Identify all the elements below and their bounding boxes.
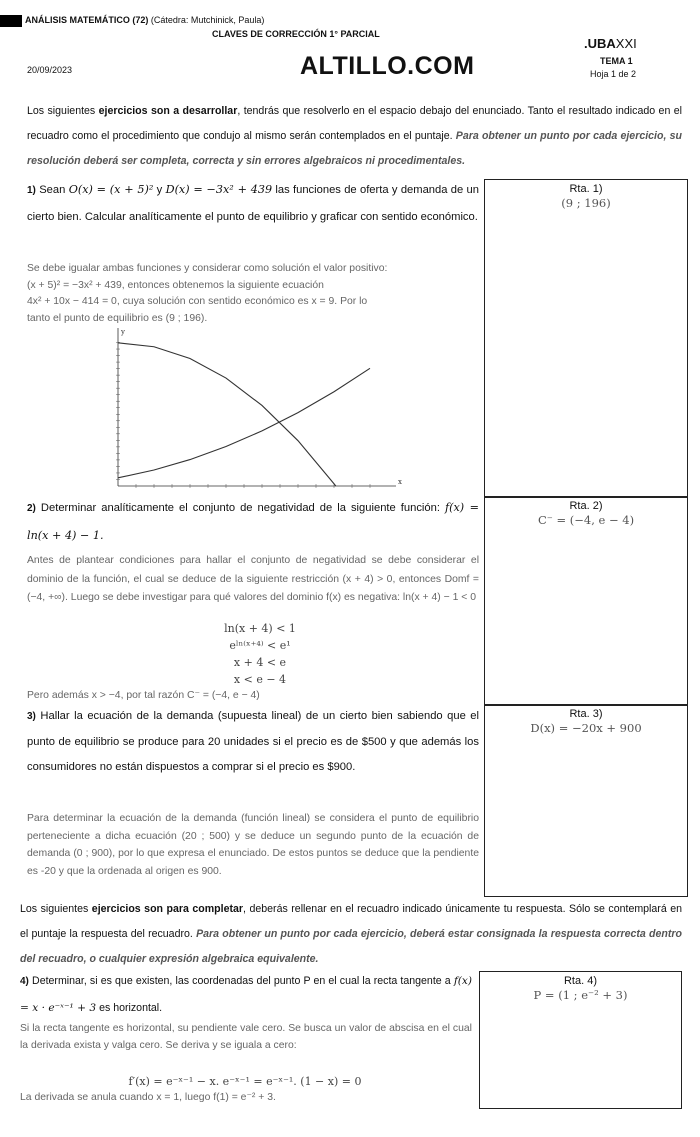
exercise-1-statement: 1) Sean O(x) = (x + 5)² y D(x) = −3x² + 439 las funciones de oferta y demanda de un cierto bien. Calcular analíticamente el punto de equilibrio y graficar con sentido económico. — [27, 183, 479, 223]
uba-logo: .UBAXXI — [584, 36, 637, 51]
answer-box-1[interactable]: Rta. 1) (9 ; 196) — [484, 179, 688, 498]
step-4: x < e − 4 — [233, 673, 287, 686]
instructions-complete: Los siguientes ejercicios son para completar, deberás rellenar en el recuadro indicado únicamente tu respuesta. Sólo se contemplará en el puntaje la respuesta del recuadro. Para obtener un punto por cada ejercicio, deberá estar consignada la respuesta correcta dentro del recuadro, o cualquier expresión algebraica equivalente. — [20, 903, 683, 965]
demand-curve — [118, 343, 336, 486]
exercise-2-steps — [160, 620, 360, 688]
header-black-bar — [0, 15, 22, 27]
exam-date: 20/09/2023 — [27, 65, 73, 75]
instructions-develop: Los siguientes ejercicios son a desarrollar, tendrás que resolverlo en el espacio debajo del enunciado. Tanto el resultado indicado en el recuadro como el procedimiento que condujo al mismo serán contemplados en el puntaje. Para obtener un punto por cada ejercicio, su resolución deberá ser completa, correcta y sin errores algebraicos ni procedimentales. — [27, 105, 683, 167]
exam-subtitle: CLAVES DE CORRECCIÓN 1° PARCIAL — [212, 29, 380, 39]
exercise-2-conclusion: Pero además x > −4, por tal razón C⁻ = (−4, e − 4) — [27, 690, 260, 701]
exercise-3-solution: Para determinar la ecuación de la demanda (función lineal) se considera el punto de equilibrio perteneciente a dicha ecuación (20 ; 500) y se deduce un segundo punto de la ecuación de demanda (0 ; 900), por lo que expresa el enunciado. De estos puntos se deduce que la pendiente es -20 y que la ordenada al origen es 900. — [27, 813, 479, 877]
answer-box-3[interactable]: Rta. 3) D(x) = −20x + 900 — [484, 704, 688, 897]
site-watermark: ALTILLO.COM — [300, 52, 475, 80]
exercise-4-conclusion: La derivada se anula cuando x = 1, luego f(1) = e⁻² + 3. — [20, 1092, 276, 1103]
exercise-2-statement: 2) Determinar analíticamente el conjunto de negatividad de la siguiente función: f(x) = ln(x + 4) − 1. — [27, 501, 479, 542]
exercise-4-statement: 4) Determinar, si es que existen, las coordenadas del punto P en el cual la recta tangente a f(x) = x · e⁻ˣ⁻¹ + 3 es horizontal. — [20, 975, 472, 1014]
step-3: x + 4 < e — [233, 656, 287, 669]
course-title: ANÁLISIS MATEMÁTICO (72) (Cátedra: Mutchinick, Paula) — [25, 15, 265, 25]
tema-label: TEMA 1 — [600, 56, 633, 66]
answer-box-2[interactable]: Rta. 2) C⁻ = (−4, e − 4) — [484, 496, 688, 706]
exercise-3-statement: 3) Hallar la ecuación de la demanda (supuesta lineal) de un cierto bien sabiendo que el punto de equilibrio se produce para 20 unidades si el precio es de $500 y que además los consumidores no están dispuestos a comprar si el precio es $900. — [27, 710, 479, 773]
supply-curve — [118, 368, 370, 478]
exercise-1-solution: Se debe igualar ambas funciones y considerar como solución el valor positivo: (x + 5)² = −3x² + 439, entonces obtenemos la siguiente ecuación 4x² + 10x − 414 = 0, cuya solución con sentido económico es x = 9. Por lo tanto el punto de equilibrio es (9 ; 196). — [27, 263, 388, 324]
equilibrium-chart — [108, 326, 402, 498]
exercise-4-derivative: f′(x) = e⁻ˣ⁻¹ − x. e⁻ˣ⁻¹ = e⁻ˣ⁻¹. (1 − x) = 0 — [128, 1075, 362, 1088]
answer-box-4[interactable]: Rta. 4) P = (1 ; e⁻² + 3) — [479, 971, 682, 1109]
exercise-2-solution: Antes de plantear condiciones para hallar el conjunto de negatividad se debe considerar el dominio de la función, el cual se deduce de la siguiente restricción (x + 4) > 0, entonces Domf = (−4, +∞). Luego se debe investigar para qué valores del dominio f(x) es negativa: ln(x + 4) − 1 < 0 — [27, 555, 479, 603]
step-2: eˡⁿ⁽ˣ⁺⁴⁾ < e¹ — [229, 639, 291, 652]
step-1: ln(x + 4) < 1 — [224, 622, 296, 635]
y-axis-label: y — [121, 328, 125, 336]
exercise-4-solution: Si la recta tangente es horizontal, su pendiente vale cero. Se busca un valor de abscisa en el cual la derivada exista y valga cero. Se deriva y se iguala a cero: — [20, 1023, 472, 1051]
page-count: Hoja 1 de 2 — [590, 69, 637, 79]
x-axis-label: x — [398, 478, 402, 486]
